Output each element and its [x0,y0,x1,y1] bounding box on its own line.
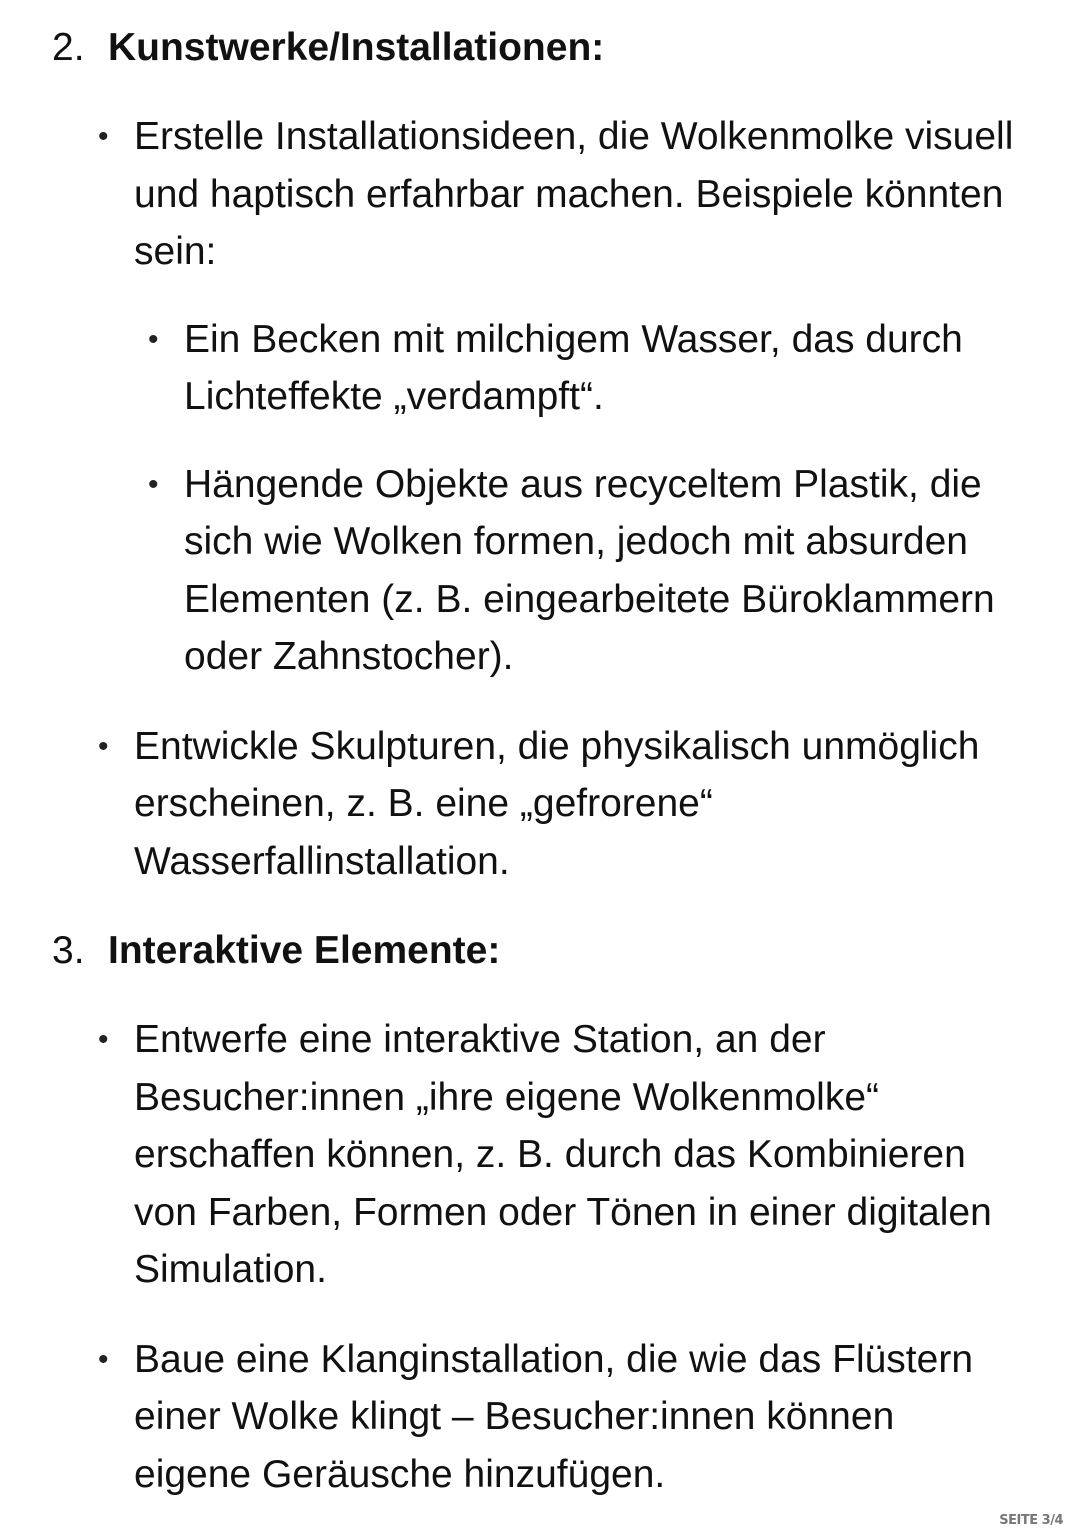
section-title: Kunstwerke/Installationen: [108,26,605,69]
bullet-dot-icon: • [98,1342,109,1376]
list-item-section-3 [0,922,1081,980]
sub-bullet-text: Ein Becken mit milchigem Wasser, das durch Lichteffekte „verdampft“. [184,317,963,418]
bullet-text: Entwickle Skulpturen, die physikalisch unmöglich erscheinen, z. B. eine „gefrorene“ Wasserfallinstallation. [134,724,980,883]
bullet-dot-icon: • [98,1023,109,1056]
bullet-list-section-3 [0,1011,1081,1503]
bullet-item [0,1011,1081,1299]
bullet-text: Erstelle Installationsideen, die Wolkenmolke visuell und haptisch erfahrbar machen. Beispiele könnten sein: [134,115,1014,273]
sub-bullet-list [134,311,1021,686]
section-number: 2. [52,26,85,69]
bullet-dot-icon: • [148,467,159,501]
sub-bullet-text: Hängende Objekte aus recyceltem Plastik, die sich wie Wolken formen, jedoch mit absurden Elementen (z. B. eingearbeitete Büroklammern oder Zahnstocher). [184,462,995,678]
bullet-dot-icon: • [98,120,109,153]
section-number: 3. [52,929,85,972]
section-title: Interaktive Elemente: [108,929,501,972]
bullet-list-section-2 [0,108,1081,890]
bullet-text: Entwerfe eine interaktive Station, an der Besucher:innen „ihre eigene Wolkenmolke“ erschaffen können, z. B. durch das Kombinieren von Farben, Formen oder Tönen in einer digitalen Simulation. [134,1018,992,1291]
bullet-dot-icon: • [98,729,109,763]
sub-bullet-item [0,456,1081,686]
bullet-item [0,718,1081,891]
list-item-section-2 [0,19,1081,77]
bullet-item [0,1331,1081,1504]
bullet-item [0,108,1081,686]
bullet-text: Baue eine Klanginstallation, die wie das Flüstern einer Wolke klingt – Besucher:innen können eigene Geräusche hinzufügen. [134,1337,974,1496]
sub-bullet-item [0,311,1081,426]
page-number-label: SEITE 3/4 [999,1513,1063,1528]
bullet-dot-icon: • [148,322,159,356]
